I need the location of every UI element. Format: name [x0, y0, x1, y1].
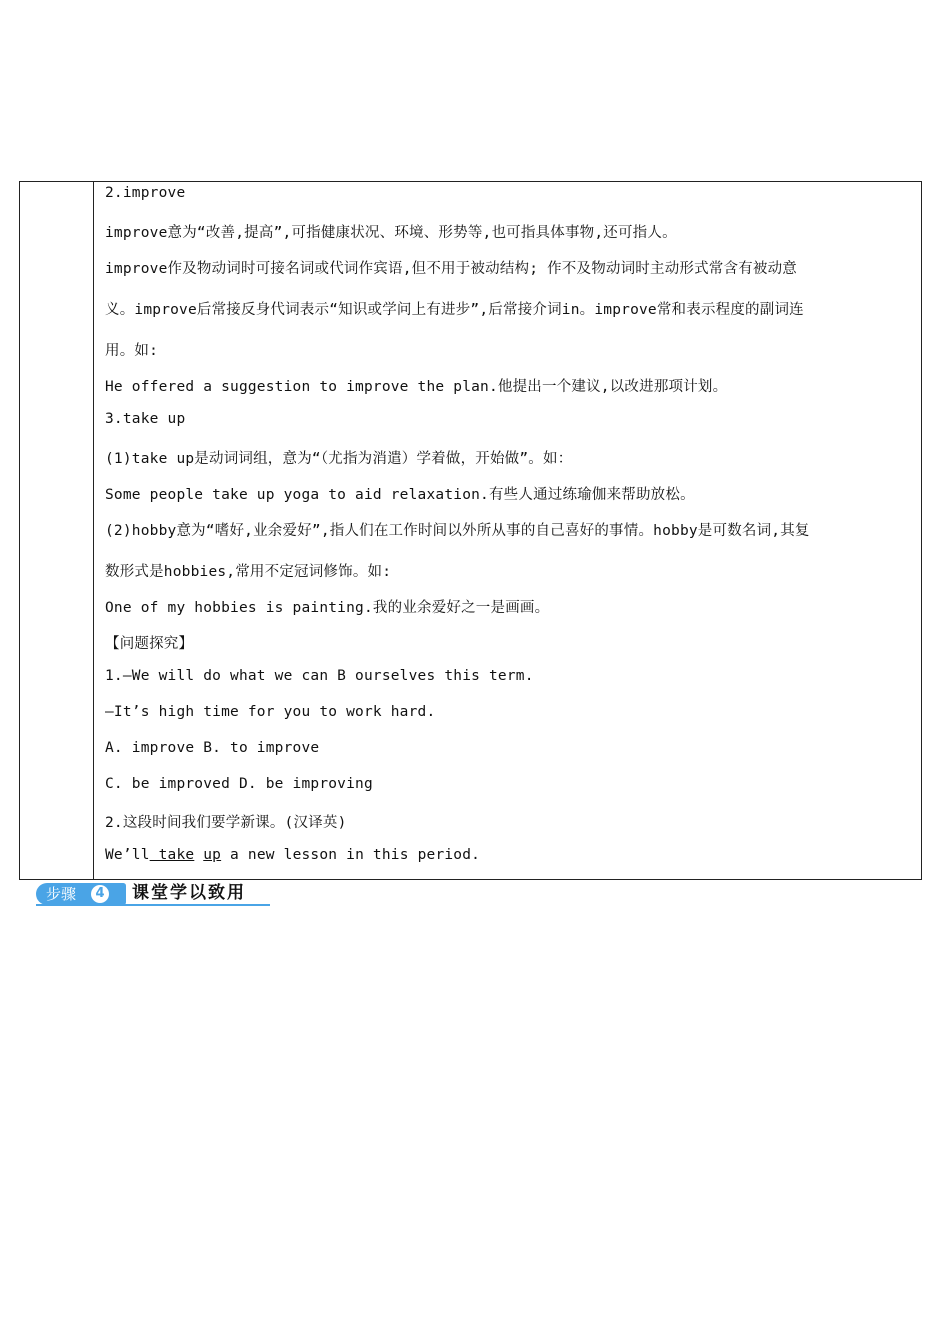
- text-line: 2.improve: [105, 185, 186, 201]
- step-number-badge: 4: [91, 885, 109, 903]
- question-line: 1.—We will do what we can B ourselves this term.: [105, 668, 534, 684]
- step-tag: [36, 883, 126, 905]
- table-left-column: [20, 182, 94, 879]
- question-line: 2.这段时间我们要学新课。(汉译英): [105, 815, 347, 831]
- text-line: 数形式是hobbies,常用不定冠词修饰。如:: [105, 564, 392, 580]
- answer-blank: take: [149, 847, 195, 863]
- text-line: improve意为“改善,提高”,可指健康状况、环境、形势等,也可指具体事物,还可指人。: [105, 225, 677, 241]
- text-line: 用。如:: [105, 343, 159, 359]
- text-line: (1)take up是动词词组，意为“（尤指为消遣）学着做，开始做”。如：: [105, 451, 573, 467]
- text-line: 义。improve后常接反身代词表示“知识或学问上有进步”,后常接介词in。improve常和表示程度的副词连: [105, 302, 804, 318]
- option-line: C. be improved D. be improving: [105, 776, 373, 792]
- step-underline: [36, 904, 270, 906]
- step-banner: [36, 882, 270, 906]
- answer-prefix: We’ll: [105, 847, 150, 863]
- option-line: A. improve B. to improve: [105, 740, 320, 756]
- text-line: Some people take up yoga to aid relaxation.有些人通过练瑜伽来帮助放松。: [105, 487, 695, 503]
- question-line: —It’s high time for you to work hard.: [105, 704, 436, 720]
- text-line: (2)hobby意为“嗜好,业余爱好”,指人们在工作时间以外所从事的自己喜好的事情。hobby是可数名词,其复: [105, 523, 810, 539]
- text-line: One of my hobbies is painting.我的业余爱好之一是画画。: [105, 600, 550, 616]
- text-line: He offered a suggestion to improve the plan.他提出一个建议,以改进那项计划。: [105, 379, 728, 395]
- section-heading: 【问题探究】: [105, 636, 194, 652]
- answer-suffix: a new lesson in this period.: [221, 847, 481, 863]
- text-line: 3.take up: [105, 411, 186, 427]
- content-table: [19, 181, 922, 880]
- answer-line: [105, 847, 480, 863]
- step-label: 步骤: [46, 885, 77, 903]
- step-title: 课堂学以致用: [132, 883, 246, 903]
- answer-blank: up: [203, 847, 222, 863]
- text-line: improve作及物动词时可接名词或代词作宾语,但不用于被动结构; 作不及物动词时主动形式常含有被动意: [105, 261, 797, 277]
